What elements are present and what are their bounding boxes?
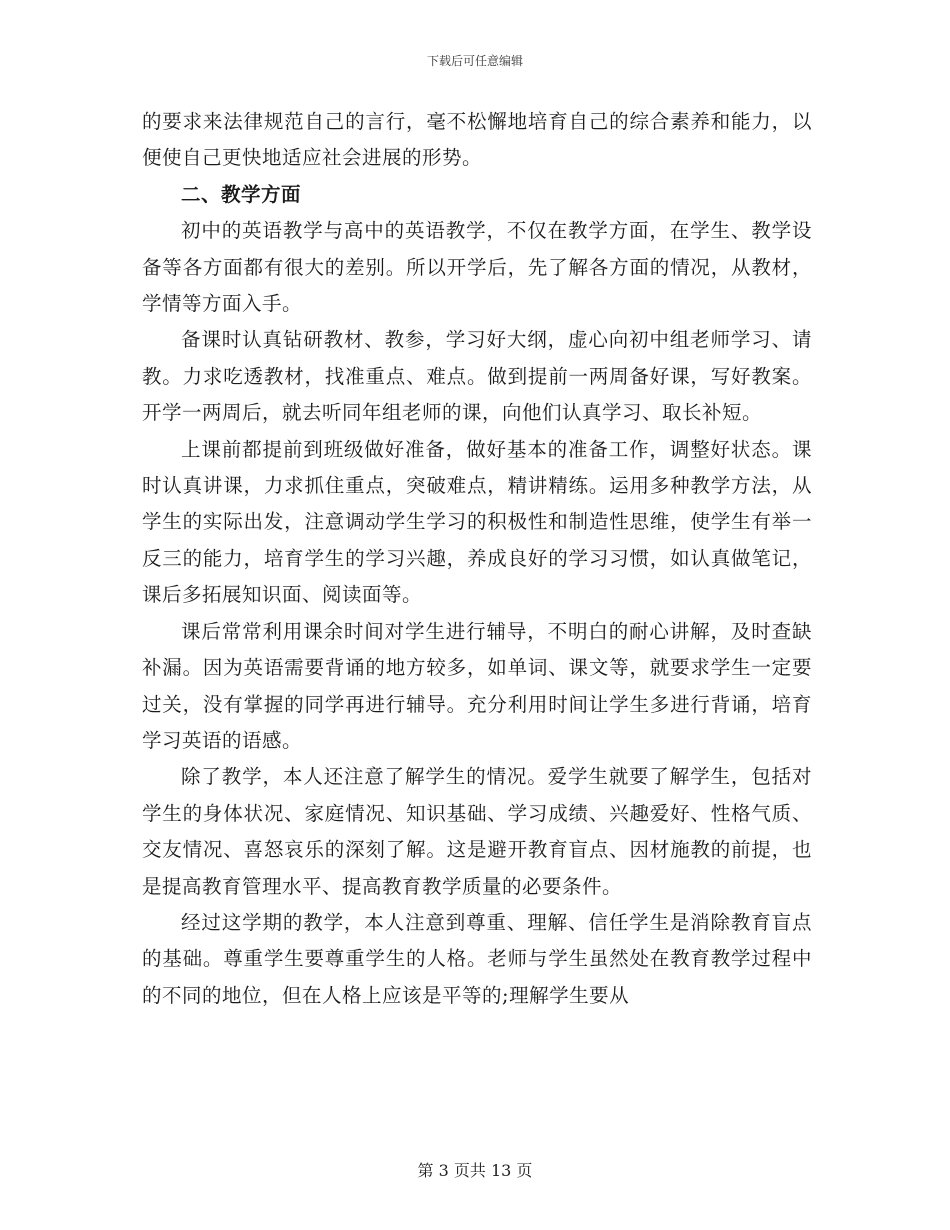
page-footer: 第 3 页共 13 页 xyxy=(417,1161,533,1180)
paragraph: 上课前都提前到班级做好准备，做好基本的准备工作，调整好状态。课时认真讲课，力求抓住重点，突破难点，精讲精练。运用多种教学方法，从学生的实际出发，注意调动学生学习的积极性和制造性思维，使学生有举一反三的能力，培育学生的学习兴趣，养成良好的学习习惯，如认真做笔记，课后多拓展知识面、阅读面等。 xyxy=(142,437,812,607)
paragraph: 初中的英语教学与高中的英语教学，不仅在教学方面，在学生、教学设备等各方面都有很大的差别。所以开学后，先了解各方面的情况，从教材，学情等方面入手。 xyxy=(142,219,812,316)
document-body xyxy=(142,104,812,1014)
section-heading: 二、教学方面 xyxy=(181,182,302,206)
page-header: 下载后可任意编辑 xyxy=(426,54,523,68)
paragraph: 课后常常利用课余时间对学生进行辅导，不明白的耐心讲解，及时查缺补漏。因为英语需要背诵的地方较多，如单词、课文等，就要求学生一定要过关，没有掌握的同学再进行辅导。充分利用时间让学生多进行背诵，培育学习英语的语感。 xyxy=(142,619,812,752)
paragraph: 备课时认真钻研教材、教参，学习好大纲，虚心向初中组老师学习、请教。力求吃透教材，找准重点、难点。做到提前一两周备好课，写好教案。开学一两周后，就去听同年组老师的课，向他们认真学习、取长补短。 xyxy=(142,328,812,425)
paragraph-continuation: 的要求来法律规范自己的言行，毫不松懈地培育自己的综合素养和能力，以便使自己更快地适应社会进展的形势。 xyxy=(142,110,812,170)
paragraph: 除了教学，本人还注意了解学生的情况。爱学生就要了解学生，包括对学生的身体状况、家庭情况、知识基础、学习成绩、兴趣爱好、性格气质、交友情况、喜怒哀乐的深刻了解。这是避开教育盲点、因材施教的前提，也是提高教育管理水平、提高教育教学质量的必要条件。 xyxy=(142,765,812,898)
paragraph: 经过这学期的教学，本人注意到尊重、理解、信任学生是消除教育盲点的基础。尊重学生要尊重学生的人格。老师与学生虽然处在教育教学过程中的不同的地位，但在人格上应该是平等的;理解学生要从 xyxy=(142,910,812,1007)
